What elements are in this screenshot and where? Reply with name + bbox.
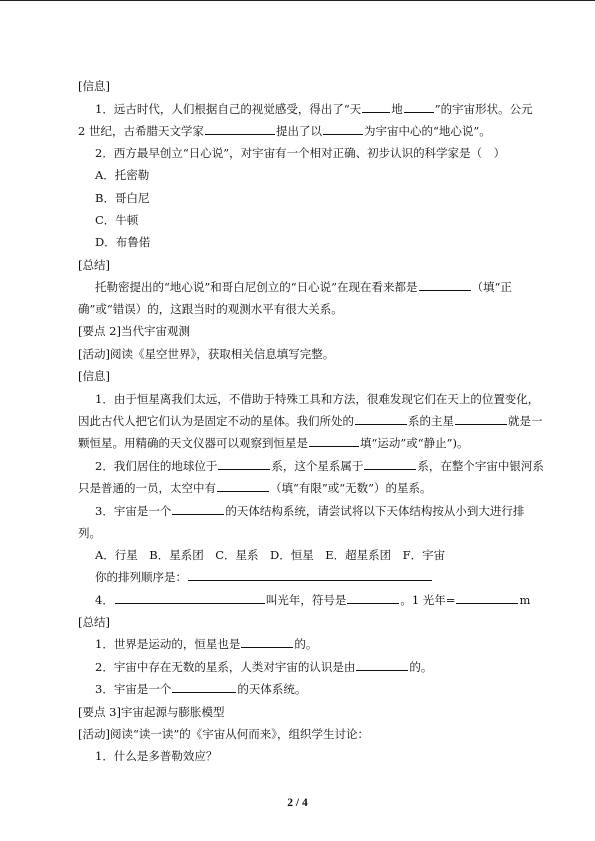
summary-text-cont: 确”或“错误）的，这跟当时的观测水平有很大关系。	[78, 302, 343, 316]
option-c: C．牛顿	[95, 213, 139, 227]
blank[interactable]	[404, 101, 434, 113]
option-a: A．托密勒	[95, 168, 150, 182]
section-2-heading: [要点 2]当代宇宙观测	[78, 324, 190, 338]
option-d: D．布鲁偌	[95, 235, 151, 249]
info-2-item-2: 2．我们居住的地球位于 系，这个星系属于 系，在整个宇宙中银河系	[95, 459, 544, 473]
blank[interactable]	[364, 458, 416, 470]
activity-3: [活动]阅读“读一读”的《宇宙从何而来》，组织学生讨论：	[78, 727, 369, 741]
question-1: 1．远古时代，人们根据自己的视觉感受，得出了“天 地 ”的宇宙形状。公元	[95, 102, 533, 116]
blank[interactable]	[356, 659, 408, 671]
summary-2-item-2: 2．宇宙中存在无数的星系，人类对宇宙的认识是由 的。	[95, 660, 433, 674]
ordering-answer: 你的排列顺序是：	[95, 569, 433, 585]
blank[interactable]	[309, 435, 359, 447]
info-2-item-3: 3．宇宙是一个 的天体结构系统，请尝试将以下天体结构按从小到大进行排	[95, 504, 525, 518]
top-rule	[0, 0, 595, 1]
summary-2-item-3: 3．宇宙是一个 的天体系统。	[95, 682, 307, 696]
blank[interactable]	[205, 123, 275, 135]
info-2-item-3-cont: 列。	[78, 526, 101, 540]
blank[interactable]	[217, 480, 269, 492]
info-2-item-4: 4． 叫光年，符号是 。1 光年= m	[95, 593, 531, 607]
summary-text: 托勒密提出的“地心说”和哥白尼创立的“日心说”在现在看来都是 （填“正	[95, 280, 512, 294]
activity-2: [活动]阅读《星空世界》，获取相关信息填写完整。	[78, 347, 335, 361]
blank[interactable]	[172, 503, 224, 515]
blank[interactable]	[355, 413, 407, 425]
info-2-item-1: 1．由于恒星离我们太远，不借助于特殊工具和方法，很难发现它们在天上的位置变化，	[95, 392, 540, 406]
blank[interactable]	[362, 101, 390, 113]
info-2-item-2-cont: 只是普通的一员，太空中有 （填“有限”或“无数”）的星系。	[78, 481, 432, 495]
blank[interactable]	[347, 592, 399, 604]
question-1-cont: 2 世纪，古希腊天文学家 提出了以 为宇宙中心的“地心说”。	[78, 124, 491, 138]
blank[interactable]	[455, 413, 507, 425]
answer-line[interactable]	[188, 569, 432, 581]
info-2-item-1-cont2: 颗恒星。用精确的天文仪器可以观察到恒星是 填“运动”或“静止”)。	[78, 436, 469, 450]
blank[interactable]	[218, 458, 270, 470]
ordering-options: A．行星 B．星系团 C．星系 D．恒星 E．超星系团 F．宇宙	[95, 548, 446, 562]
blank[interactable]	[115, 592, 265, 604]
page-number: 2 / 4	[287, 797, 308, 809]
info-heading-2: [信息]	[78, 369, 110, 383]
option-b: B．哥白尼	[95, 191, 150, 205]
summary-heading-2: [总结]	[78, 615, 110, 629]
section-3-heading: [要点 3]宇宙起源与膨胀模型	[78, 705, 225, 719]
question-2: 2．西方最早创立“日心说”，对宇宙有一个相对正确、初步认识的科学家是（ ）	[95, 146, 506, 160]
summary-heading: [总结]	[78, 258, 110, 272]
summary-2-item-1: 1．世界是运动的，恒星也是 的。	[95, 637, 318, 651]
question-doppler: 1．什么是多普勒效应？	[95, 749, 218, 763]
blank[interactable]	[241, 636, 293, 648]
info-2-item-1-cont: 因此古代人把它们认为是固定不动的星体。我们所处的 系的主星 就是一	[78, 414, 543, 428]
blank[interactable]	[456, 592, 518, 604]
info-heading: [信息]	[78, 79, 110, 93]
blank[interactable]	[172, 681, 236, 693]
blank[interactable]	[323, 123, 363, 135]
blank[interactable]	[419, 279, 471, 291]
